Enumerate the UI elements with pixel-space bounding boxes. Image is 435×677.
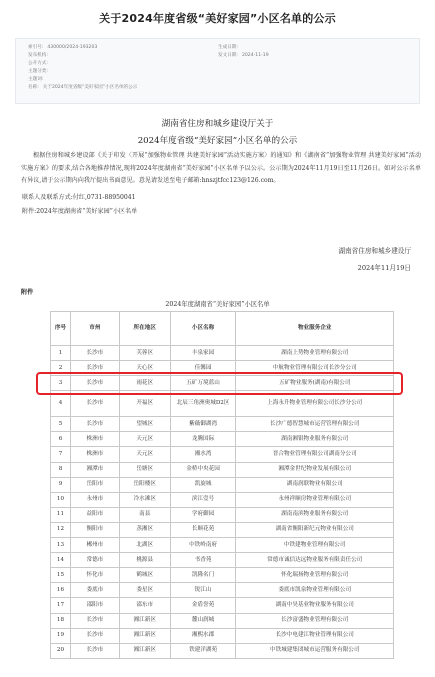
- cell-community: 紫薇御湖湾: [170, 417, 236, 432]
- header-property-company: 物业服务企业: [236, 312, 394, 346]
- cell-district: 北湖区: [119, 538, 170, 553]
- cell-city: 长沙市: [70, 613, 119, 628]
- cell-community: 学府御园: [170, 507, 236, 522]
- cell-district: 湘江新区: [119, 643, 170, 658]
- cell-city: 衡阳市: [70, 522, 119, 537]
- cell-district: 冷水滩区: [119, 492, 170, 507]
- cell-property-company: 常德市诚信达远物业服务有限责任公司: [236, 553, 394, 568]
- notice-paragraph: 根据住房和城乡建设部《关于印发〈开展“加强物业管理 共建美好家园”活动实施方案〉的通知》和《湖南省“加强物业管理 共建美好家园”活动实施方案》的要求,结合各地推荐情况,现将2024年度湖南省“美好家园”小区名单予以公示。公示期为2024年11月19日至11月26日。如对公示名单有异议,请于公示期内向我厅提出书面意见。意见请发送至电子邮箱:hnszjtfcc123@126.com。: [21, 152, 421, 185]
- cell-city: 长沙市: [70, 376, 119, 391]
- cell-property-company: 湖南润联物业有限公司: [236, 477, 394, 492]
- cell-city: 长沙市: [70, 391, 119, 417]
- cell-property-company: 湖南南滨物业服务有限公司: [236, 507, 394, 522]
- cell-serial: 19: [51, 628, 71, 643]
- cell-serial: 6: [51, 432, 71, 447]
- cell-property-company: 怀化瑞扬物业管理有限公司: [236, 568, 394, 583]
- cell-serial: 2: [51, 361, 71, 376]
- cell-community: 丰泉家园: [170, 346, 236, 361]
- cell-district: 岳塘区: [119, 462, 170, 477]
- attachment-link[interactable]: 附件:2024年度湖南省“美好家园”小区名单: [22, 208, 138, 216]
- table-row: [51, 583, 394, 598]
- table-row: [51, 598, 394, 613]
- cell-city: 长沙市: [70, 346, 119, 361]
- table-row: [51, 432, 394, 447]
- cell-city: 益阳市: [70, 507, 119, 522]
- cell-community: 龙腾国际: [170, 432, 236, 447]
- table-row: [51, 613, 394, 628]
- cell-serial: 9: [51, 477, 71, 492]
- page-title: 关于2024年度省级“美好家园”小区名单的公示: [99, 12, 336, 25]
- cell-property-company: 中铁建物业管理有限公司: [236, 538, 394, 553]
- cell-serial: 13: [51, 538, 71, 553]
- cell-community: 铁建洋湖苑: [170, 643, 236, 658]
- metadata-left-column: [28, 44, 137, 92]
- cell-community: 麓山润城: [170, 613, 236, 628]
- cell-serial: 11: [51, 507, 71, 522]
- notice-heading-line-2: 2024年度省级“美好家园”小区名单的公示: [137, 136, 298, 146]
- table-row: [51, 417, 394, 432]
- cell-city: 株洲市: [70, 432, 119, 447]
- cell-serial: 18: [51, 613, 71, 628]
- table-row: [51, 628, 394, 643]
- table-body: [51, 346, 394, 659]
- table-row: [51, 447, 394, 462]
- cell-property-company: 娄底市凯泉物业管理有限公司: [236, 583, 394, 598]
- cell-property-company: 长沙广德智慧城市运营管理有限公司: [236, 417, 394, 432]
- cell-district: 天心区: [119, 361, 170, 376]
- cell-community: 湘熙水郡: [170, 628, 236, 643]
- table-row: [51, 477, 394, 492]
- signature-block: [338, 243, 411, 277]
- cell-city: 株洲市: [70, 447, 119, 462]
- table-row: [51, 538, 394, 553]
- table-row: [51, 492, 394, 507]
- cell-city: 郴州市: [70, 538, 119, 553]
- cell-district: 南县: [119, 507, 170, 522]
- cell-district: 开福区: [119, 391, 170, 417]
- cell-community: 中铁岭南府: [170, 538, 236, 553]
- cell-property-company: 中航物业管理有限公司长沙分公司: [236, 361, 394, 376]
- cell-district: 蒸湘区: [119, 522, 170, 537]
- meta-row-index: 索引号: 430000/2024-193203: [28, 45, 98, 50]
- header-community: 小区名称: [170, 312, 236, 346]
- table-row: [51, 376, 394, 391]
- cell-community: 凯旋城: [170, 477, 236, 492]
- cell-city: 邵阳市: [70, 598, 119, 613]
- cell-district: 湘江新区: [119, 628, 170, 643]
- meta-row-keywords: 主题词:: [28, 77, 44, 82]
- community-list-table: [50, 311, 394, 659]
- cell-serial: 12: [51, 522, 71, 537]
- header-district: 所在地区: [119, 312, 170, 346]
- table-row: [51, 522, 394, 537]
- attachment-label: 附件: [21, 289, 34, 296]
- cell-community: 五矿万境蓝山: [170, 376, 236, 391]
- cell-city: 永州市: [70, 492, 119, 507]
- cell-district: 岳阳楼区: [119, 477, 170, 492]
- cell-district: 湘江新区: [119, 613, 170, 628]
- table-row: [51, 507, 394, 522]
- table-row: [51, 346, 394, 361]
- meta-row-name: 名称: 关于2024年度省级“美好家园”小区名单的公示: [28, 85, 138, 90]
- cell-community: 北辰三角洲奥城D2区: [170, 391, 236, 417]
- cell-property-company: 上海永升物业管理有限公司长沙分公司: [236, 391, 394, 417]
- cell-property-company: 湖南中昊基业物业服务有限公司: [236, 598, 394, 613]
- cell-city: 岳阳市: [70, 477, 119, 492]
- cell-district: 芙蓉区: [119, 346, 170, 361]
- meta-row-disclosure: 公开方式:: [28, 61, 48, 66]
- header-serial: 序号: [51, 312, 71, 346]
- cell-serial: 1: [51, 346, 71, 361]
- cell-city: 湘潭市: [70, 462, 119, 477]
- cell-community: 佳馨园: [170, 361, 236, 376]
- meta-row-publisher: 发布机构:: [28, 53, 48, 58]
- cell-district: 邵东市: [119, 598, 170, 613]
- cell-serial: 14: [51, 553, 71, 568]
- cell-community: 凯隆名门: [170, 568, 236, 583]
- cell-district: 娄星区: [119, 583, 170, 598]
- meta-row-issue-date: 发文日期: 2024-11-19: [218, 53, 269, 58]
- cell-city: 常德市: [70, 553, 119, 568]
- cell-city: 娄底市: [70, 583, 119, 598]
- cell-property-company: 长沙中电建江物业管理有限公司: [236, 628, 394, 643]
- table-row: [51, 391, 394, 417]
- cell-property-company: 湖南湘银物业服务有限公司: [236, 432, 394, 447]
- cell-property-company: 晋合物业管理有限公司湖南分公司: [236, 447, 394, 462]
- cell-property-company: 长沙富盛物业管理有限公司: [236, 613, 394, 628]
- cell-city: 长沙市: [70, 361, 119, 376]
- cell-serial: 8: [51, 462, 71, 477]
- notice-heading-line-1: 湖南省住房和城乡建设厅关于: [161, 119, 274, 129]
- cell-serial: 10: [51, 492, 71, 507]
- signature-org: 湖南省住房和城乡建设厅: [338, 247, 411, 255]
- cell-serial: 4: [51, 391, 71, 417]
- cell-serial: 5: [51, 417, 71, 432]
- notice-heading: [0, 116, 435, 150]
- signature-date: 2024年11月19日: [357, 264, 411, 272]
- contact-info: 联系人及联系方式:付红,0731-88950041: [22, 193, 136, 201]
- cell-property-company: 永州祥顺房物业管理有限公司: [236, 492, 394, 507]
- cell-community: 滨江壹号: [170, 492, 236, 507]
- cell-community: 湘水湾: [170, 447, 236, 462]
- table-row: [51, 553, 394, 568]
- cell-serial: 20: [51, 643, 71, 658]
- cell-property-company: 五矿物业服务(湖南)有限公司: [236, 376, 394, 391]
- cell-serial: 3: [51, 376, 71, 391]
- meta-row-category: 主题分类:: [28, 69, 48, 74]
- table-row: [51, 643, 394, 658]
- cell-city: 长沙市: [70, 643, 119, 658]
- table-row: [51, 568, 394, 583]
- cell-property-company: 湖南省衡阳新纪元物业有限公司: [236, 522, 394, 537]
- cell-community: 金桥中央花园: [170, 462, 236, 477]
- cell-district: 望城区: [119, 417, 170, 432]
- cell-serial: 16: [51, 583, 71, 598]
- cell-community: 锐江山: [170, 583, 236, 598]
- cell-district: 天元区: [119, 447, 170, 462]
- cell-community: 长顺花苑: [170, 522, 236, 537]
- table-row: [51, 462, 394, 477]
- cell-city: 长沙市: [70, 628, 119, 643]
- meta-row-generated-date: 生成日期:: [218, 45, 238, 50]
- cell-serial: 17: [51, 598, 71, 613]
- document-metadata-panel: [15, 38, 420, 104]
- cell-city: 怀化市: [70, 568, 119, 583]
- cell-district: 雨花区: [119, 376, 170, 391]
- cell-property-company: 湖南上势物业管理有限公司: [236, 346, 394, 361]
- cell-property-company: 中铁城建集团城市运营服务有限公司: [236, 643, 394, 658]
- cell-city: 长沙市: [70, 417, 119, 432]
- header-city: 市州: [70, 312, 119, 346]
- cell-community: 金盾誉苑: [170, 598, 236, 613]
- table-title: 2024年度湖南省“美好家园”小区名单: [165, 301, 270, 308]
- metadata-right-column: [218, 44, 269, 60]
- cell-district: 天元区: [119, 432, 170, 447]
- cell-serial: 15: [51, 568, 71, 583]
- notice-body: [21, 150, 421, 219]
- cell-district: 鹤城区: [119, 568, 170, 583]
- cell-community: 书香苑: [170, 553, 236, 568]
- cell-serial: 7: [51, 447, 71, 462]
- cell-district: 桃源县: [119, 553, 170, 568]
- cell-property-company: 湘潭金世纪物业发展有限公司: [236, 462, 394, 477]
- table-row: [51, 361, 394, 376]
- table-header-row: [51, 312, 394, 346]
